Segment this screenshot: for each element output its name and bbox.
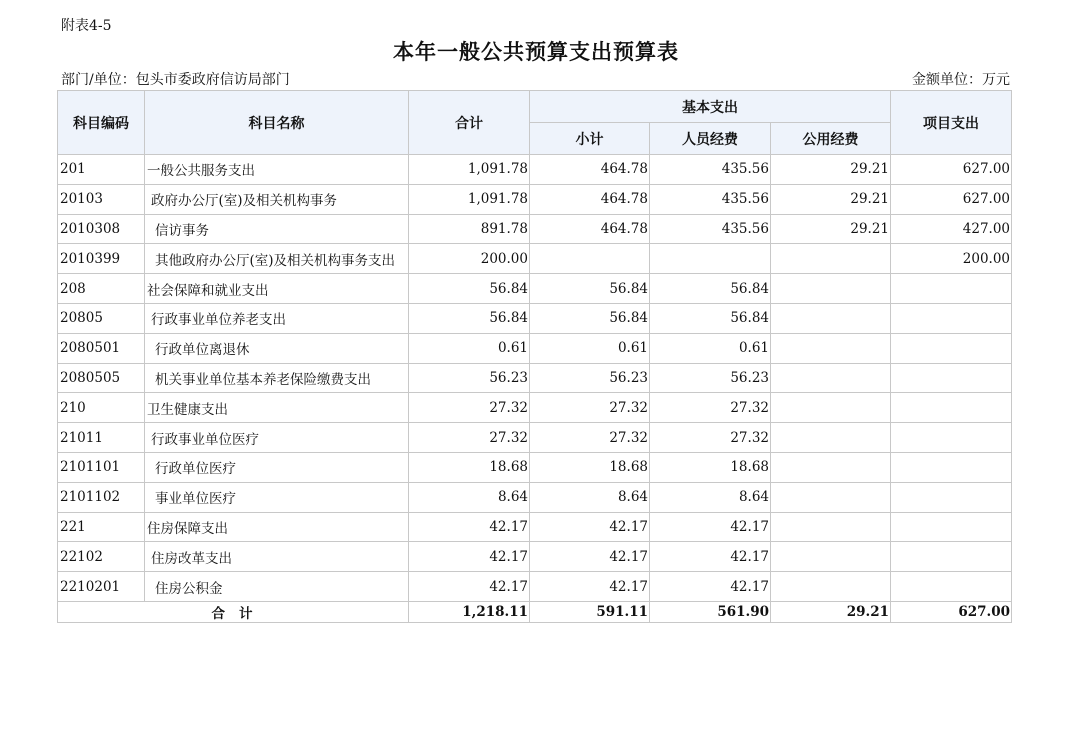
- cell-personnel: 18.68: [650, 452, 771, 482]
- cell-subtotal: 27.32: [530, 393, 650, 423]
- cell-code: 2010399: [58, 244, 145, 274]
- table-row: [58, 155, 1012, 185]
- cell-code: 2010308: [58, 214, 145, 244]
- cell-total: 56.84: [409, 303, 530, 333]
- page-title: 本年一般公共预算支出预算表: [393, 39, 679, 64]
- cell-code: 2210201: [58, 572, 145, 602]
- cell-total: 56.23: [409, 363, 530, 393]
- header-public: 公用经费: [771, 123, 891, 155]
- cell-total: 8.64: [409, 482, 530, 512]
- cell-code: 221: [58, 512, 145, 542]
- department-label: 部门/单位：包头市委政府信访局部门: [61, 72, 290, 88]
- header-subtotal: 小计: [530, 123, 650, 155]
- cell-project: 627.00: [891, 155, 1012, 185]
- cell-code: 208: [58, 274, 145, 304]
- total-project: 627.00: [891, 601, 1012, 622]
- appendix-label: 附表4-5: [61, 18, 112, 34]
- header-project: 项目支出: [891, 91, 1012, 155]
- table-row: [58, 303, 1012, 333]
- cell-personnel: 56.84: [650, 303, 771, 333]
- cell-name: 行政事业单位养老支出: [145, 303, 409, 333]
- cell-public: [771, 333, 891, 363]
- cell-name: 行政单位离退休: [145, 333, 409, 363]
- cell-subtotal: 56.23: [530, 363, 650, 393]
- cell-public: [771, 452, 891, 482]
- cell-personnel: 435.56: [650, 155, 771, 185]
- cell-subtotal: 42.17: [530, 572, 650, 602]
- cell-public: [771, 542, 891, 572]
- cell-subtotal: 56.84: [530, 274, 650, 304]
- cell-total: 42.17: [409, 572, 530, 602]
- cell-subtotal: 0.61: [530, 333, 650, 363]
- cell-total: 1,091.78: [409, 184, 530, 214]
- cell-project: [891, 482, 1012, 512]
- cell-subtotal: 27.32: [530, 423, 650, 453]
- cell-subtotal: 56.84: [530, 303, 650, 333]
- table-row: [58, 274, 1012, 304]
- cell-project: 200.00: [891, 244, 1012, 274]
- cell-subtotal: 42.17: [530, 542, 650, 572]
- table-row: [58, 363, 1012, 393]
- table-row: [58, 542, 1012, 572]
- cell-name: 一般公共服务支出: [145, 155, 409, 185]
- cell-subtotal: [530, 244, 650, 274]
- total-total: 1,218.11: [409, 601, 530, 622]
- cell-project: [891, 452, 1012, 482]
- total-label: 合计: [58, 601, 409, 622]
- cell-project: [891, 393, 1012, 423]
- cell-code: 20805: [58, 303, 145, 333]
- table-row: [58, 482, 1012, 512]
- cell-name: 机关事业单位基本养老保险缴费支出: [145, 363, 409, 393]
- table-row: [58, 184, 1012, 214]
- cell-name: 卫生健康支出: [145, 393, 409, 423]
- cell-public: [771, 482, 891, 512]
- cell-project: [891, 363, 1012, 393]
- cell-project: 627.00: [891, 184, 1012, 214]
- cell-code: 21011: [58, 423, 145, 453]
- cell-total: 27.32: [409, 423, 530, 453]
- cell-public: 29.21: [771, 184, 891, 214]
- cell-subtotal: 8.64: [530, 482, 650, 512]
- cell-personnel: 42.17: [650, 512, 771, 542]
- table-header: [58, 91, 1012, 155]
- cell-subtotal: 464.78: [530, 214, 650, 244]
- cell-public: [771, 244, 891, 274]
- cell-total: 891.78: [409, 214, 530, 244]
- cell-public: 29.21: [771, 214, 891, 244]
- cell-name: 住房公积金: [145, 572, 409, 602]
- cell-subtotal: 464.78: [530, 184, 650, 214]
- table-row: [58, 333, 1012, 363]
- cell-code: 2080501: [58, 333, 145, 363]
- header-total: 合计: [409, 91, 530, 155]
- total-public: 29.21: [771, 601, 891, 622]
- cell-project: [891, 542, 1012, 572]
- cell-total: 42.17: [409, 542, 530, 572]
- cell-name: 行政单位医疗: [145, 452, 409, 482]
- cell-total: 42.17: [409, 512, 530, 542]
- cell-public: [771, 572, 891, 602]
- header-name: 科目名称: [145, 91, 409, 155]
- cell-public: [771, 423, 891, 453]
- cell-name: 信访事务: [145, 214, 409, 244]
- cell-personnel: 56.23: [650, 363, 771, 393]
- cell-public: [771, 512, 891, 542]
- cell-project: [891, 423, 1012, 453]
- cell-total: 200.00: [409, 244, 530, 274]
- cell-personnel: 435.56: [650, 214, 771, 244]
- cell-project: 427.00: [891, 214, 1012, 244]
- table-row: [58, 512, 1012, 542]
- cell-project: [891, 333, 1012, 363]
- cell-personnel: 8.64: [650, 482, 771, 512]
- cell-total: 1,091.78: [409, 155, 530, 185]
- cell-public: [771, 303, 891, 333]
- cell-project: [891, 274, 1012, 304]
- header-personnel: 人员经费: [650, 123, 771, 155]
- cell-total: 56.84: [409, 274, 530, 304]
- total-row: [58, 601, 1012, 622]
- cell-code: 2101101: [58, 452, 145, 482]
- table-row: [58, 244, 1012, 274]
- cell-code: 22102: [58, 542, 145, 572]
- cell-code: 201: [58, 155, 145, 185]
- cell-code: 2101102: [58, 482, 145, 512]
- cell-personnel: 0.61: [650, 333, 771, 363]
- cell-code: 20103: [58, 184, 145, 214]
- cell-personnel: 42.17: [650, 542, 771, 572]
- cell-public: [771, 274, 891, 304]
- cell-personnel: 435.56: [650, 184, 771, 214]
- cell-project: [891, 512, 1012, 542]
- cell-personnel: 27.32: [650, 393, 771, 423]
- header-code: 科目编码: [58, 91, 145, 155]
- cell-personnel: 56.84: [650, 274, 771, 304]
- cell-personnel: [650, 244, 771, 274]
- cell-name: 事业单位医疗: [145, 482, 409, 512]
- cell-code: 2080505: [58, 363, 145, 393]
- cell-code: 210: [58, 393, 145, 423]
- cell-name: 住房保障支出: [145, 512, 409, 542]
- cell-name: 住房改革支出: [145, 542, 409, 572]
- table-row: [58, 423, 1012, 453]
- table-row: [58, 572, 1012, 602]
- cell-project: [891, 303, 1012, 333]
- header-basic: 基本支出: [530, 91, 891, 123]
- cell-subtotal: 18.68: [530, 452, 650, 482]
- cell-personnel: 27.32: [650, 423, 771, 453]
- total-personnel: 561.90: [650, 601, 771, 622]
- cell-public: [771, 363, 891, 393]
- cell-total: 0.61: [409, 333, 530, 363]
- cell-name: 其他政府办公厅(室)及相关机构事务支出: [145, 244, 409, 274]
- cell-name: 政府办公厅(室)及相关机构事务: [145, 184, 409, 214]
- total-subtotal: 591.11: [530, 601, 650, 622]
- table-row: [58, 393, 1012, 423]
- cell-name: 行政事业单位医疗: [145, 423, 409, 453]
- cell-subtotal: 42.17: [530, 512, 650, 542]
- cell-project: [891, 572, 1012, 602]
- budget-table: [57, 90, 1012, 623]
- table-row: [58, 214, 1012, 244]
- cell-public: [771, 393, 891, 423]
- table-row: [58, 452, 1012, 482]
- cell-subtotal: 464.78: [530, 155, 650, 185]
- cell-public: 29.21: [771, 155, 891, 185]
- cell-total: 18.68: [409, 452, 530, 482]
- cell-personnel: 42.17: [650, 572, 771, 602]
- table-body: [58, 155, 1012, 602]
- amount-unit-label: 金额单位：万元: [912, 72, 1010, 88]
- cell-total: 27.32: [409, 393, 530, 423]
- cell-name: 社会保障和就业支出: [145, 274, 409, 304]
